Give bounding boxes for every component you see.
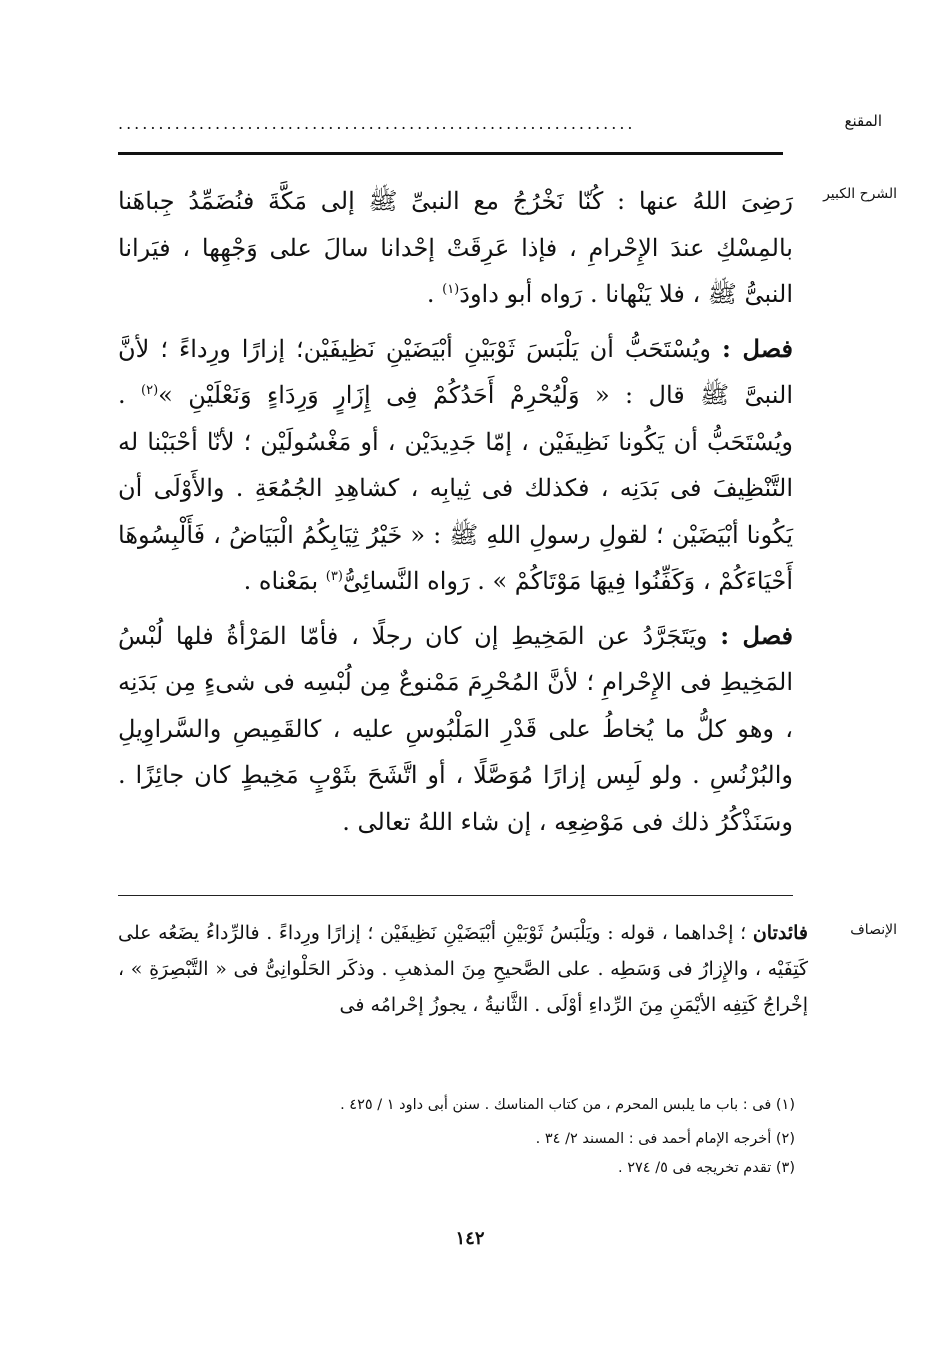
footnote-ref-2: (٢) (141, 383, 159, 398)
fasl-heading: فصل : (721, 333, 794, 363)
running-header-title: المقنع (844, 112, 882, 130)
insaf-heading: فائدتان (752, 922, 808, 944)
fasl-heading-2: فصل : (720, 620, 793, 650)
paragraph-1-end: . (426, 280, 443, 308)
footnote-1: (١) فى : باب ما يلبس المحرم ، من كتاب المناسك . سنن أبى داود ١ / ٤٢٥ . (340, 1097, 795, 1113)
paragraph-2-text-c: بمَعْناه . (243, 567, 326, 595)
paragraph-3-text: ويَتَجَرَّدُ عن المَخِيطِ إن كان رجلًا ، فأمّا المَرْأةُ فلها لُبْسُ المَخِيطِ فى الإِحْرامِ ؛ لأنَّ المُحْرِمَ مَمْنوعٌ مِن لُبْسِه فى شىءٍ مِن بَدَنِه ، وهو كلُّ ما يُخاطُ على قَدْرِ المَلْبُوسِ عليه ، كالقَمِيصِ والسَّراوِيلِ والبُرْنُسِ . ولو لَبِس إزارًا مُوَصَّلًا ، أو اتَّشَحَ بثَوْبٍ مَخِيطٍ كان جائِزًا . وسَنَذْكُرُ ذلك فى مَوْضِعِه ، إن شاء اللهُ تعالى . (118, 621, 793, 836)
side-label-sharh: الشرح الكبير (823, 186, 897, 202)
header-dotted-leader: ................................................................ (118, 114, 636, 130)
paragraph-1-text: رَضِىَ اللهُ عنها : كُنّا نَخْرُجُ مع النبىِّ ﷺ إلى مَكَّةَ فنُضَمِّدُ جِباهَنا بالمِسْكِ عندَ الإِحْرامِ ، فإذا عَرِقَتْ إحْدانا سالَ على وَجْهِها ، فيَرانا النبىُّ ﷺ ، فلا يَنْهانا . رَواه أبو داودَ (118, 187, 793, 308)
section-separator (118, 895, 793, 896)
main-text (118, 178, 793, 853)
page-number: ١٤٢ (455, 1228, 485, 1249)
insaf-body: ؛ إحْداهما ، قوله : ويَلْبَسُ ثَوْبَيْنِ أبْيَضَيْنِ نَظِيفَيْن ؛ إزارًا ورِداءً . فالرِّداءُ يضَعُه على كَتِفَيْه ، والإِزارُ فى وَسَطِه . على الصَّحيحِ مِنَ المذهبِ . وذكَر الحَلْوانِىُّ فى « التَّبْصِرَةِ » ، إخْراجُ كَتِفِه الأيْمَنِ مِنَ الرِّداءِ أوْلَى . الثَّانيةُ ، يجوزُ إحْرامُه فى (118, 922, 808, 1016)
header-rule (118, 152, 783, 155)
paragraph-2-text-b: . ويُسْتَحَبُّ أن يَكُونا نَظِيفَيْن ، إمّا جَدِيدَيْن ، أو مَغْسُولَيْن ؛ لأنّا أحْبَبْنا له التَّنْظِيفَ فى بَدَنِه ، فكذلك فى ثِيابِه ، كشاهِدِ الجُمُعَةِ . والأَوْلَى أن يَكُونا أبْيَضَيْن ؛ لقولِ رسولِ اللهِ ﷺ : « خَيْرُ ثِيَابِكُمُ الْبَيَاضُ ، فَأَلْبِسُوهَا أَحْيَاءَكُمْ ، وَكَفِّنُوا فِيهَا مَوْتَاكُمْ » . رَواه النَّسائِىُّ (118, 381, 793, 595)
paragraph-2-text-a: ويُسْتَحَبُّ أن يَلْبَسَ ثَوْبَيْنِ أبْيَضَيْنِ نَظِيفَيْن؛ إزارًا ورِداءً ؛ لأنَّ النبىَّ ﷺ قال : « وَلْيُحْرِمْ أَحَدُكُمْ فِى إِزَارٍ وَرِدَاءٍ وَنَعْلَيْنِ » (118, 334, 793, 409)
paragraph-3 (118, 613, 793, 846)
paragraph-1 (118, 178, 793, 318)
paragraph-2 (118, 326, 793, 605)
footnote-ref-1: (١) (442, 282, 460, 297)
footnote-ref-3: (٣) (325, 569, 343, 584)
insaf-text (118, 915, 808, 1023)
side-label-insaf: الإنصاف (850, 922, 897, 938)
footnote-3: (٣) تقدم تخريجه فى ٥/ ٢٧٤ . (618, 1160, 795, 1176)
footnote-2: (٢) أخرجه الإمام أحمد فى : المسند ٢/ ٣٤ . (535, 1131, 795, 1147)
